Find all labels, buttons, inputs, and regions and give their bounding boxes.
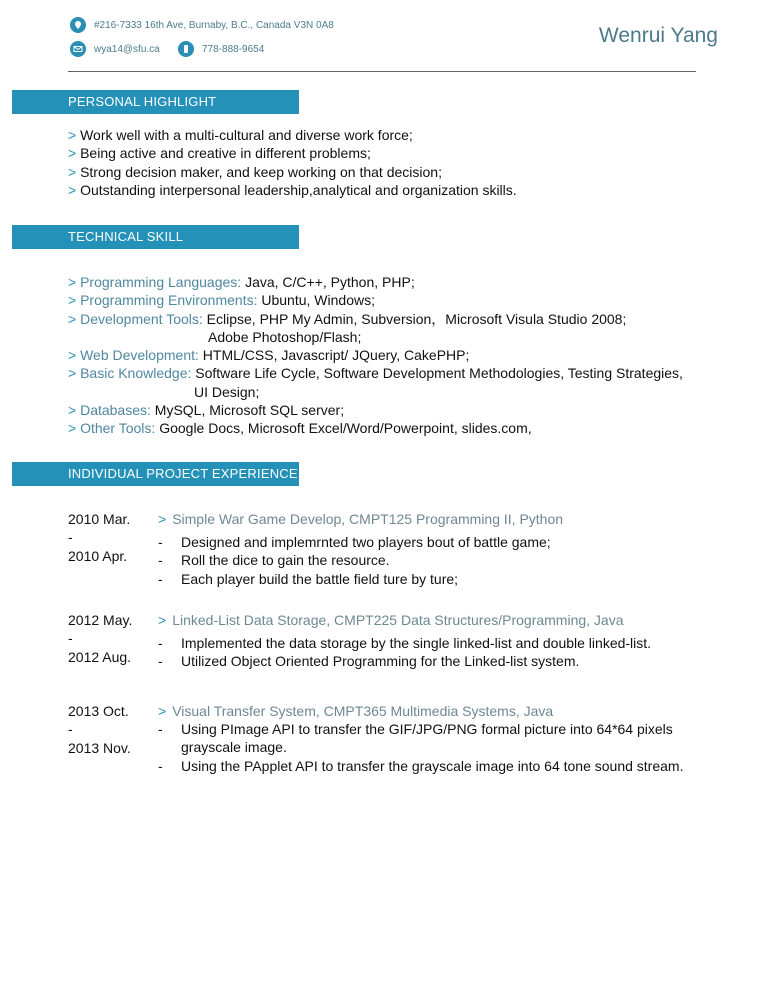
highlight-list bbox=[68, 126, 517, 199]
list-item: > Development Tools: Eclipse, PHP My Admin, Subversion，Microsoft Visula Studio 2008; bbox=[68, 310, 627, 327]
list-item: > Work well with a multi-cultural and diverse work force; bbox=[68, 127, 413, 143]
project-title: > Simple War Game Develop, CMPT125 Programming II, Python bbox=[158, 511, 564, 527]
skills-list bbox=[68, 273, 683, 438]
envelope-icon bbox=[70, 41, 86, 57]
section-header-personal-highlight: PERSONAL HIGHLIGHT bbox=[12, 90, 299, 114]
project-bullets bbox=[158, 533, 551, 588]
list-item: > Other Tools: Google Docs, Microsoft Excel/Word/Powerpoint, slides.com, bbox=[68, 420, 532, 437]
bullet-item: - Using PImage API to transfer the GIF/JPG/PNG formal picture into 64*64 pixels grayscale image. bbox=[158, 721, 673, 756]
list-item: > Strong decision maker, and keep working on that decision; bbox=[68, 163, 442, 180]
project-bullets bbox=[158, 634, 651, 671]
list-item: > Being active and creative in different problems; bbox=[68, 145, 371, 162]
project-dates: 2012 May. - 2012 Aug. bbox=[68, 612, 133, 665]
phone-icon bbox=[178, 41, 194, 57]
project-bullets bbox=[158, 720, 698, 775]
email-line bbox=[70, 41, 160, 57]
section-header-technical-skill: TECHNICAL SKILL bbox=[12, 225, 299, 249]
list-item: > Programming Languages: Java, C/C++, Python, PHP; bbox=[68, 274, 415, 290]
bullet-item: - Utilized Object Oriented Programming for the Linked-list system. bbox=[158, 653, 580, 670]
list-item: > Programming Environments: Ubuntu, Windows; bbox=[68, 292, 375, 309]
project-title: > Linked-List Data Storage, CMPT225 Data Structures/Programming, Java bbox=[158, 612, 624, 628]
location-pin-icon bbox=[70, 17, 86, 33]
bullet-item: - Roll the dice to gain the resource. bbox=[158, 552, 390, 569]
header-divider bbox=[68, 71, 696, 72]
list-item: > Basic Knowledge: Software Life Cycle, Software Development Methodologies, Testing Strategies, bbox=[68, 365, 683, 382]
bullet-item: - Using the PApplet API to transfer the grayscale image into 64 tone sound stream. bbox=[158, 757, 684, 774]
address-text: #216-7333 16th Ave, Burnaby, B.C., Canada V3N 0A8 bbox=[94, 19, 334, 31]
list-item: > Outstanding interpersonal leadership,analytical and organization skills. bbox=[68, 181, 517, 198]
bullet-item: - Implemented the data storage by the single linked-list and double linked-list. bbox=[158, 635, 652, 651]
email-link[interactable]: wya14@sfu.ca bbox=[94, 43, 160, 55]
address-line bbox=[70, 17, 334, 33]
list-item: > Databases: MySQL, Microsoft SQL server; bbox=[68, 402, 345, 419]
phone-text: 778-888-9654 bbox=[202, 43, 265, 55]
project-title: > Visual Transfer System, CMPT365 Multimedia Systems, Java bbox=[158, 703, 554, 719]
bullet-item: - Designed and implemrnted two players bout of battle game; bbox=[158, 534, 551, 550]
project-dates: 2010 Mar. - 2010 Apr. bbox=[68, 511, 131, 564]
bullet-item: - Each player build the battle field ture by ture; bbox=[158, 570, 459, 587]
person-name: Wenrui Yang bbox=[598, 24, 718, 47]
section-header-project-experience: INDIVIDUAL PROJECT EXPERIENCE bbox=[12, 462, 299, 486]
project-dates: 2013 Oct. - 2013 Nov. bbox=[68, 703, 131, 756]
list-item-continuation: UI Design; bbox=[194, 383, 260, 400]
phone-line bbox=[178, 41, 264, 57]
list-item: > Web Development: HTML/CSS, Javascript/ JQuery, CakePHP; bbox=[68, 347, 470, 364]
list-item-continuation: Adobe Photoshop/Flash; bbox=[208, 328, 362, 345]
